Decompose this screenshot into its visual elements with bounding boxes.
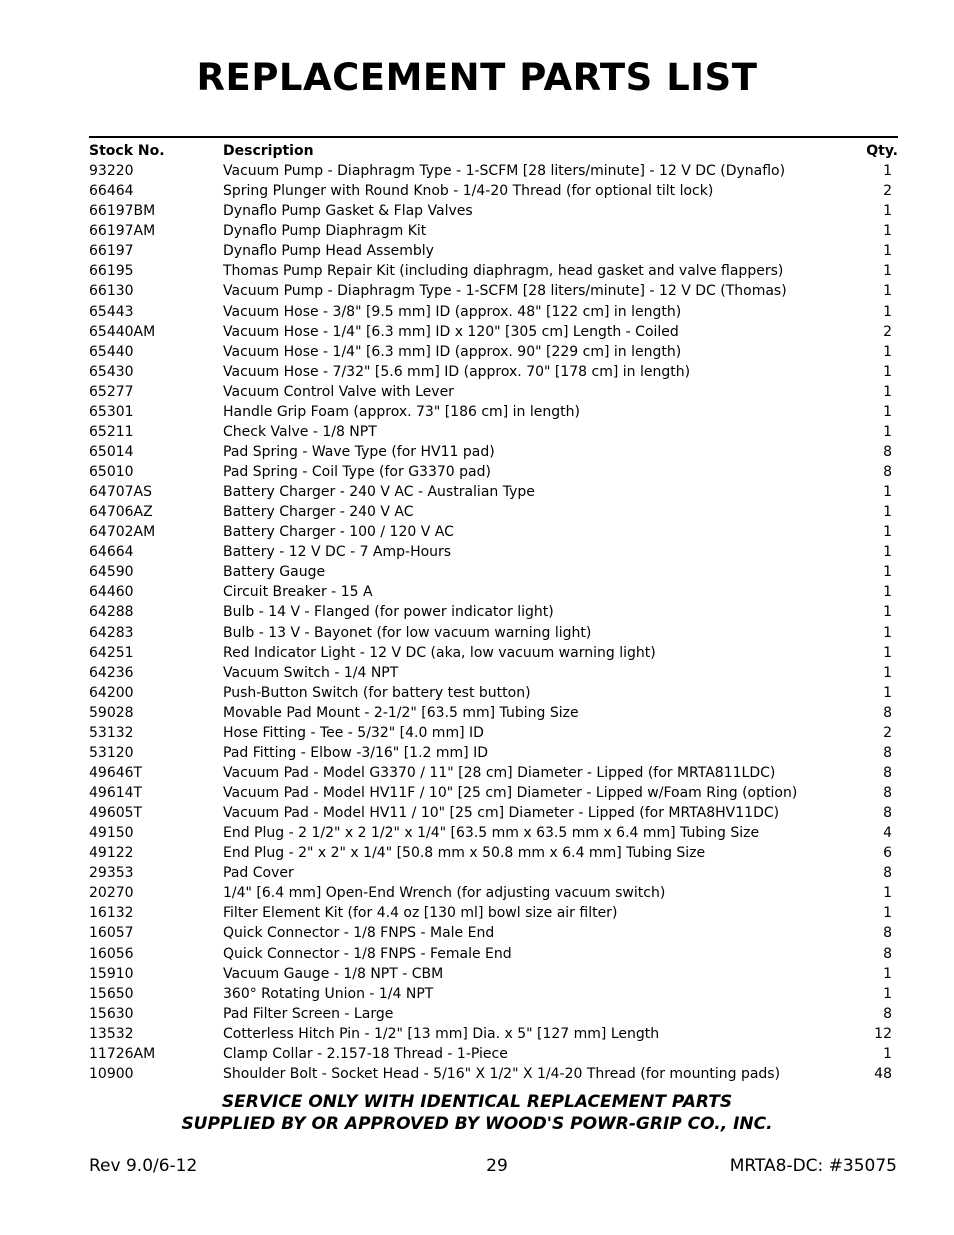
qty-cell: 4 bbox=[883, 825, 892, 842]
qty-cell: 8 bbox=[883, 865, 892, 882]
qty-cell: 8 bbox=[883, 805, 892, 822]
stock-no-cell: 59028 bbox=[89, 704, 134, 721]
table-row bbox=[89, 984, 898, 1004]
stock-no-cell: 65440AM bbox=[89, 323, 156, 340]
qty-cell: 8 bbox=[883, 1005, 892, 1022]
table-row bbox=[89, 723, 898, 743]
stock-no-cell: 64460 bbox=[89, 584, 134, 601]
qty-cell: 1 bbox=[883, 905, 892, 922]
description-cell: Pad Fitting - Elbow -3/16" [1.2 mm] ID bbox=[223, 744, 488, 761]
stock-no-cell: 53132 bbox=[89, 724, 134, 741]
qty-cell: 12 bbox=[874, 1025, 892, 1042]
stock-no-cell: 65440 bbox=[89, 343, 134, 360]
description-cell: Spring Plunger with Round Knob - 1/4-20 Thread (for optional tilt lock) bbox=[223, 183, 714, 200]
description-cell: Red Indicator Light - 12 V DC (aka, low vacuum warning light) bbox=[223, 644, 656, 661]
table-row bbox=[89, 783, 898, 803]
service-notice-line-1: SERVICE ONLY WITH IDENTICAL REPLACEMENT PARTS bbox=[221, 1092, 733, 1112]
table-row bbox=[89, 562, 898, 582]
qty-cell: 8 bbox=[883, 925, 892, 942]
stock-no-cell: 49605T bbox=[89, 805, 143, 822]
qty-cell: 1 bbox=[883, 684, 892, 701]
table-row bbox=[89, 683, 898, 703]
stock-no-cell: 49122 bbox=[89, 845, 134, 862]
description-cell: Vacuum Switch - 1/4 NPT bbox=[223, 664, 399, 681]
description-cell: 1/4" [6.4 mm] Open-End Wrench (for adjusting vacuum switch) bbox=[223, 885, 666, 902]
qty-cell: 1 bbox=[883, 363, 892, 380]
qty-cell: 2 bbox=[883, 724, 892, 741]
stock-no-cell: 65277 bbox=[89, 383, 134, 400]
description-cell: Circuit Breaker - 15 A bbox=[223, 584, 373, 601]
stock-no-cell: 13532 bbox=[89, 1025, 134, 1042]
qty-cell: 1 bbox=[883, 203, 892, 220]
description-cell: Vacuum Pad - Model HV11 / 10" [25 cm] Diameter - Lipped (for MRTA8HV11DC) bbox=[223, 805, 780, 822]
table-row bbox=[89, 382, 898, 402]
stock-no-cell: 64590 bbox=[89, 564, 134, 581]
description-cell: Vacuum Hose - 3/8" [9.5 mm] ID (approx. 48" [122 cm] in length) bbox=[223, 303, 682, 320]
qty-cell: 1 bbox=[883, 584, 892, 601]
qty-cell: 8 bbox=[883, 464, 892, 480]
stock-no-cell: 66464 bbox=[89, 183, 134, 200]
description-cell: Movable Pad Mount - 2-1/2" [63.5 mm] Tubing Size bbox=[223, 704, 579, 721]
service-notice-line-2: SUPPLIED BY OR APPROVED BY WOOD'S POWR-GRIP CO., INC. bbox=[181, 1114, 773, 1134]
description-cell: Bulb - 13 V - Bayonet (for low vacuum warning light) bbox=[223, 624, 592, 641]
qty-cell: 8 bbox=[883, 704, 892, 721]
description-cell: Check Valve - 1/8 NPT bbox=[223, 423, 377, 440]
table-row bbox=[89, 241, 898, 261]
stock-no-cell: 65211 bbox=[89, 423, 134, 440]
table-row bbox=[89, 1024, 898, 1044]
description-cell: Vacuum Gauge - 1/8 NPT - CBM bbox=[223, 965, 444, 982]
stock-no-cell: 10900 bbox=[89, 1065, 134, 1082]
footer-revision: Rev 9.0/6-12 bbox=[89, 1156, 198, 1176]
description-cell: Pad Spring - Coil Type (for G3370 pad) bbox=[223, 464, 491, 480]
table-row bbox=[89, 582, 898, 602]
qty-cell: 8 bbox=[883, 443, 892, 460]
stock-no-cell: 66130 bbox=[89, 283, 134, 300]
table-row bbox=[89, 181, 898, 201]
qty-cell: 1 bbox=[883, 163, 892, 180]
qty-cell: 1 bbox=[883, 965, 892, 982]
stock-no-cell: 66197AM bbox=[89, 223, 156, 240]
description-cell: Pad Spring - Wave Type (for HV11 pad) bbox=[223, 443, 495, 460]
qty-cell: 1 bbox=[883, 504, 892, 521]
stock-no-cell: 65430 bbox=[89, 363, 134, 380]
stock-no-cell: 16057 bbox=[89, 925, 134, 942]
description-cell: Quick Connector - 1/8 FNPS - Male End bbox=[223, 925, 495, 942]
description-cell: Battery Gauge bbox=[223, 564, 326, 581]
description-cell: Pad Filter Screen - Large bbox=[223, 1005, 394, 1022]
stock-no-cell: 64706AZ bbox=[89, 504, 153, 521]
table-row bbox=[89, 703, 898, 723]
table-row bbox=[89, 863, 898, 883]
description-cell: Quick Connector - 1/8 FNPS - Female End bbox=[223, 945, 512, 962]
stock-no-cell: 64251 bbox=[89, 644, 134, 661]
stock-no-cell: 15630 bbox=[89, 1005, 134, 1022]
header-stock-no: Stock No. bbox=[89, 143, 165, 159]
description-cell: Handle Grip Foam (approx. 73" [186 cm] in length) bbox=[223, 403, 580, 420]
description-cell: 360° Rotating Union - 1/4 NPT bbox=[223, 985, 434, 1002]
description-cell: Filter Element Kit (for 4.4 oz [130 ml] bowl size air filter) bbox=[223, 905, 618, 922]
table-body bbox=[89, 161, 898, 1084]
table-row bbox=[89, 643, 898, 663]
table-row bbox=[89, 442, 898, 462]
description-cell: Thomas Pump Repair Kit (including diaphragm, head gasket and valve flappers) bbox=[223, 263, 784, 280]
table-row bbox=[89, 342, 898, 362]
description-cell: Dynaflo Pump Gasket & Flap Valves bbox=[223, 203, 473, 220]
qty-cell: 1 bbox=[883, 403, 892, 420]
stock-no-cell: 66197 bbox=[89, 243, 134, 260]
description-cell: Bulb - 14 V - Flanged (for power indicator light) bbox=[223, 604, 554, 621]
table-row bbox=[89, 944, 898, 964]
stock-no-cell: 53120 bbox=[89, 744, 134, 761]
table-row bbox=[89, 161, 898, 181]
table-row bbox=[89, 964, 898, 984]
qty-cell: 1 bbox=[883, 223, 892, 240]
stock-no-cell: 15650 bbox=[89, 985, 134, 1002]
table-row bbox=[89, 422, 898, 442]
table-row bbox=[89, 221, 898, 241]
stock-no-cell: 65014 bbox=[89, 443, 134, 460]
qty-cell: 1 bbox=[883, 524, 892, 541]
description-cell: Battery Charger - 100 / 120 V AC bbox=[223, 524, 454, 541]
description-cell: Battery Charger - 240 V AC - Australian Type bbox=[223, 484, 535, 501]
table-row bbox=[89, 923, 898, 943]
table-row bbox=[89, 322, 898, 342]
description-cell: Vacuum Control Valve with Lever bbox=[223, 383, 454, 400]
stock-no-cell: 64236 bbox=[89, 664, 134, 681]
table-row bbox=[89, 843, 898, 863]
table-row bbox=[89, 201, 898, 221]
stock-no-cell: 66195 bbox=[89, 263, 134, 280]
stock-no-cell: 64283 bbox=[89, 624, 134, 641]
description-cell: Clamp Collar - 2.157-18 Thread - 1-Piece bbox=[223, 1045, 508, 1062]
table-row bbox=[89, 502, 898, 522]
stock-no-cell: 20270 bbox=[89, 885, 134, 902]
table-row bbox=[89, 362, 898, 382]
header-description: Description bbox=[223, 143, 314, 159]
footer-doc-id: MRTA8-DC: #35075 bbox=[729, 1156, 897, 1176]
qty-cell: 1 bbox=[883, 564, 892, 581]
stock-no-cell: 29353 bbox=[89, 865, 134, 882]
table-row bbox=[89, 462, 898, 482]
description-cell: Shoulder Bolt - Socket Head - 5/16" X 1/2" X 1/4-20 Thread (for mounting pads) bbox=[223, 1065, 781, 1082]
description-cell: Pad Cover bbox=[223, 865, 294, 882]
qty-cell: 1 bbox=[883, 664, 892, 681]
table-row bbox=[89, 602, 898, 622]
table-row bbox=[89, 663, 898, 683]
qty-cell: 1 bbox=[883, 423, 892, 440]
stock-no-cell: 65010 bbox=[89, 464, 134, 480]
table-row bbox=[89, 522, 898, 542]
description-cell: Hose Fitting - Tee - 5/32" [4.0 mm] ID bbox=[223, 724, 484, 741]
qty-cell: 1 bbox=[883, 263, 892, 280]
table-row bbox=[89, 803, 898, 823]
qty-cell: 8 bbox=[883, 785, 892, 801]
table-row bbox=[89, 763, 898, 783]
table-row bbox=[89, 1004, 898, 1024]
description-cell: Vacuum Pump - Diaphragm Type - 1-SCFM [28 liters/minute] - 12 V DC (Dynaflo) bbox=[223, 163, 786, 180]
table-row bbox=[89, 823, 898, 843]
description-cell: Vacuum Hose - 1/4" [6.3 mm] ID x 120" [305 cm] Length - Coiled bbox=[223, 323, 679, 340]
description-cell: Vacuum Hose - 1/4" [6.3 mm] ID (approx. 90" [229 cm] in length) bbox=[223, 343, 682, 360]
stock-no-cell: 93220 bbox=[89, 163, 134, 180]
table-row bbox=[89, 482, 898, 502]
header-rule bbox=[89, 136, 898, 138]
parts-table bbox=[89, 141, 898, 1084]
qty-cell: 1 bbox=[883, 624, 892, 641]
qty-cell: 1 bbox=[883, 604, 892, 621]
qty-cell: 1 bbox=[883, 985, 892, 1002]
qty-cell: 1 bbox=[883, 383, 892, 400]
description-cell: Vacuum Pump - Diaphragm Type - 1-SCFM [28 liters/minute] - 12 V DC (Thomas) bbox=[223, 283, 787, 300]
description-cell: Cotterless Hitch Pin - 1/2" [13 mm] Dia. x 5" [127 mm] Length bbox=[223, 1025, 660, 1042]
description-cell: Battery Charger - 240 V AC bbox=[223, 504, 414, 521]
stock-no-cell: 65301 bbox=[89, 403, 134, 420]
qty-cell: 1 bbox=[883, 644, 892, 661]
stock-no-cell: 64707AS bbox=[89, 484, 152, 501]
description-cell: Vacuum Pad - Model HV11F / 10" [25 cm] Diameter - Lipped w/Foam Ring (option) bbox=[223, 785, 798, 801]
table-row bbox=[89, 1064, 898, 1084]
qty-cell: 8 bbox=[883, 945, 892, 962]
stock-no-cell: 64664 bbox=[89, 544, 134, 561]
description-cell: Dynaflo Pump Diaphragm Kit bbox=[223, 223, 427, 240]
stock-no-cell: 64200 bbox=[89, 684, 134, 701]
stock-no-cell: 66197BM bbox=[89, 203, 156, 220]
description-cell: Vacuum Hose - 7/32" [5.6 mm] ID (approx. 70" [178 cm] in length) bbox=[223, 363, 691, 380]
stock-no-cell: 11726AM bbox=[89, 1045, 156, 1062]
table-row bbox=[89, 281, 898, 301]
stock-no-cell: 49614T bbox=[89, 785, 143, 801]
stock-no-cell: 65443 bbox=[89, 303, 134, 320]
table-row bbox=[89, 903, 898, 923]
qty-cell: 1 bbox=[883, 343, 892, 360]
table-row bbox=[89, 883, 898, 903]
description-cell: Vacuum Pad - Model G3370 / 11" [28 cm] Diameter - Lipped (for MRTA811LDC) bbox=[223, 764, 776, 781]
qty-cell: 48 bbox=[874, 1065, 892, 1082]
description-cell: Battery - 12 V DC - 7 Amp-Hours bbox=[223, 544, 452, 561]
stock-no-cell: 49646T bbox=[89, 764, 143, 781]
table-row bbox=[89, 743, 898, 763]
header-qty: Qty. bbox=[866, 143, 898, 159]
qty-cell: 1 bbox=[883, 885, 892, 902]
table-row bbox=[89, 1044, 898, 1064]
qty-cell: 8 bbox=[883, 744, 892, 761]
stock-no-cell: 15910 bbox=[89, 965, 134, 982]
qty-cell: 1 bbox=[883, 303, 892, 320]
qty-cell: 2 bbox=[883, 323, 892, 340]
qty-cell: 1 bbox=[883, 484, 892, 501]
description-cell: Dynaflo Pump Head Assembly bbox=[223, 243, 434, 260]
description-cell: End Plug - 2 1/2" x 2 1/2" x 1/4" [63.5 mm x 63.5 mm x 6.4 mm] Tubing Size bbox=[223, 825, 760, 842]
stock-no-cell: 64288 bbox=[89, 604, 134, 621]
description-cell: Push-Button Switch (for battery test button) bbox=[223, 684, 531, 701]
page-title: REPLACEMENT PARTS LIST bbox=[196, 56, 758, 99]
qty-cell: 6 bbox=[883, 845, 892, 862]
qty-cell: 8 bbox=[883, 764, 892, 781]
table-row bbox=[89, 261, 898, 281]
table-row bbox=[89, 623, 898, 643]
table-row bbox=[89, 402, 898, 422]
qty-cell: 1 bbox=[883, 544, 892, 561]
qty-cell: 2 bbox=[883, 183, 892, 200]
table-row bbox=[89, 302, 898, 322]
qty-cell: 1 bbox=[883, 283, 892, 300]
qty-cell: 1 bbox=[883, 243, 892, 260]
footer-page-number: 29 bbox=[486, 1156, 508, 1176]
stock-no-cell: 16056 bbox=[89, 945, 134, 962]
stock-no-cell: 16132 bbox=[89, 905, 134, 922]
qty-cell: 1 bbox=[883, 1045, 892, 1062]
stock-no-cell: 49150 bbox=[89, 825, 134, 842]
stock-no-cell: 64702AM bbox=[89, 524, 156, 541]
table-header-row bbox=[89, 141, 898, 161]
description-cell: End Plug - 2" x 2" x 1/4" [50.8 mm x 50.8 mm x 6.4 mm] Tubing Size bbox=[223, 845, 706, 862]
table-row bbox=[89, 542, 898, 562]
